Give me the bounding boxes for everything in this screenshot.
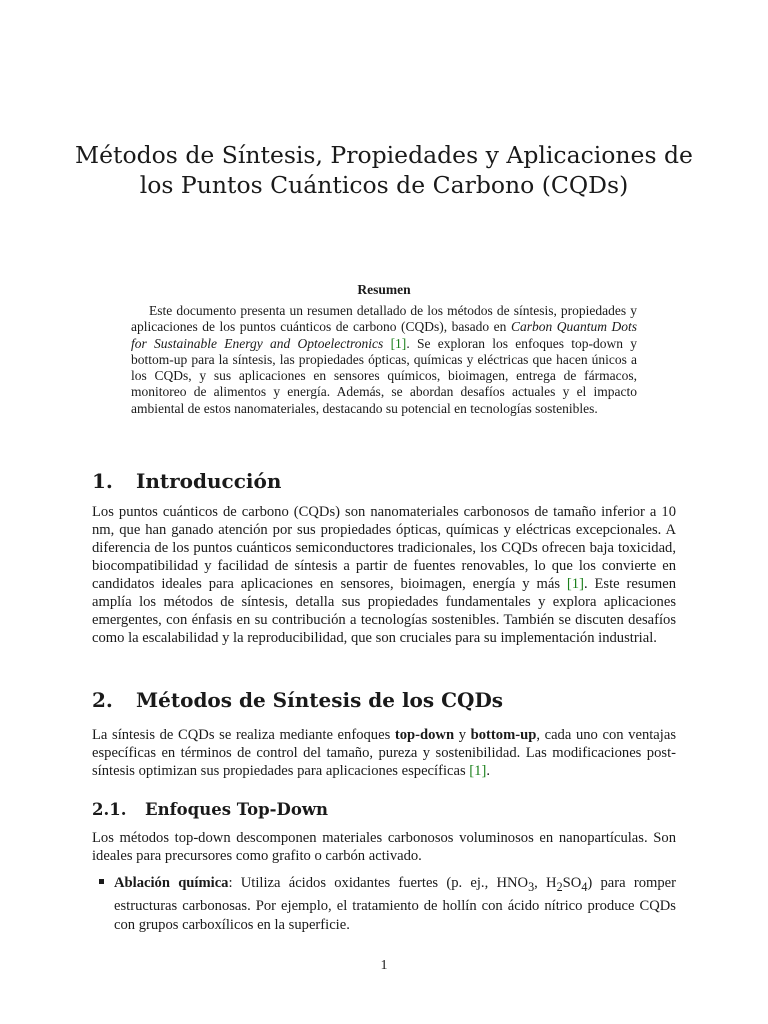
subsection-heading-top-down: 2.1. Enfoques Top-Down	[92, 800, 329, 819]
bullet-icon	[99, 879, 104, 884]
citation-link[interactable]: [1]	[566, 576, 584, 592]
page-number: 1	[380, 958, 388, 973]
abstract-text: Este documento presenta un resumen detallado de los métodos de síntesis, propiedades y aplicaciones de los puntos cuánticos de carbono (CQDs), basado en Carbon Quantum Dots for Sustainable Energy and Optoelectronics [1]. Se exploran los enfoques top-down y bottom-up para la síntesis, las propiedades ópticas, químicas y eléctricas que hacen únicos a los CQDs, y sus aplicaciones en sensores químicos, bioimagen, entrega de fármacos, monitoreo de alimentos y energía. Además, se abordan desafíos actuales y el impacto ambiental de estos nanomateriales, destacando su potencial en tecnologías sostenibles.	[131, 303, 638, 416]
top-down-paragraph: Los métodos top-down descomponen materiales carbonosos voluminosos en nanopartículas. Son ideales para precursores como grafito o carbón activado.	[92, 830, 676, 864]
paper-title	[60, 140, 708, 200]
list-item: Ablación química: Utiliza ácidos oxidantes fuertes (p. ej., $HNO_3$, $H_2SO_4$) para romper estructuras carbonosas. Por ejemplo, el tratamiento de hollín con ácido nítrico produce CQDs con grupos carboxílicos en la superficie.	[114, 874, 676, 935]
title-line-1: Métodos de Síntesis, Propiedades y Aplicaciones de	[75, 141, 693, 169]
section-heading-introduccion: 1. Introducción	[92, 469, 282, 493]
abstract-heading: Resumen	[357, 282, 411, 297]
section-heading-metodos: 2. Métodos de Síntesis de los CQDs	[92, 688, 504, 712]
methods-paragraph: La síntesis de CQDs se realiza mediante enfoques top-down y bottom-up, cada uno con ventajas específicas en términos de control del tamaño, pureza y sostenibilidad. Las modificaciones post-síntesis optimizan sus propiedades para aplicaciones específicas [1].	[92, 727, 676, 779]
book-title: Carbon Quantum Dots for Sustainable Energy and Optoelectronics	[131, 319, 637, 351]
title-line-2: los Puntos Cuánticos de Carbono (CQDs)	[139, 171, 629, 199]
citation-link[interactable]: [1]	[390, 335, 407, 351]
citation-link[interactable]: [1]	[469, 763, 487, 779]
intro-paragraph: Los puntos cuánticos de carbono (CQDs) son nanomateriales carbonosos de tamaño inferior a 10 nm, que han ganado atención por sus propiedades ópticas, químicas y eléctricas excepcionales. A diferencia de los puntos cuánticos semiconductores tradicionales, los CQDs ofrecen baja toxicidad, biocompatibilidad y facilidad de síntesis a partir de fuentes renovables, lo que los convierte en candidatos ideales para aplicaciones en sensores, bioimagen, energía y más [1]. Este resumen amplía los métodos de síntesis, detalla sus propiedades fundamentales y explora aplicaciones emergentes, con énfasis en su contribución a tecnologías sostenibles. También se discuten desafíos como la escalabilidad y la reproducibilidad, que son cruciales para su implementación industrial.	[92, 504, 676, 646]
